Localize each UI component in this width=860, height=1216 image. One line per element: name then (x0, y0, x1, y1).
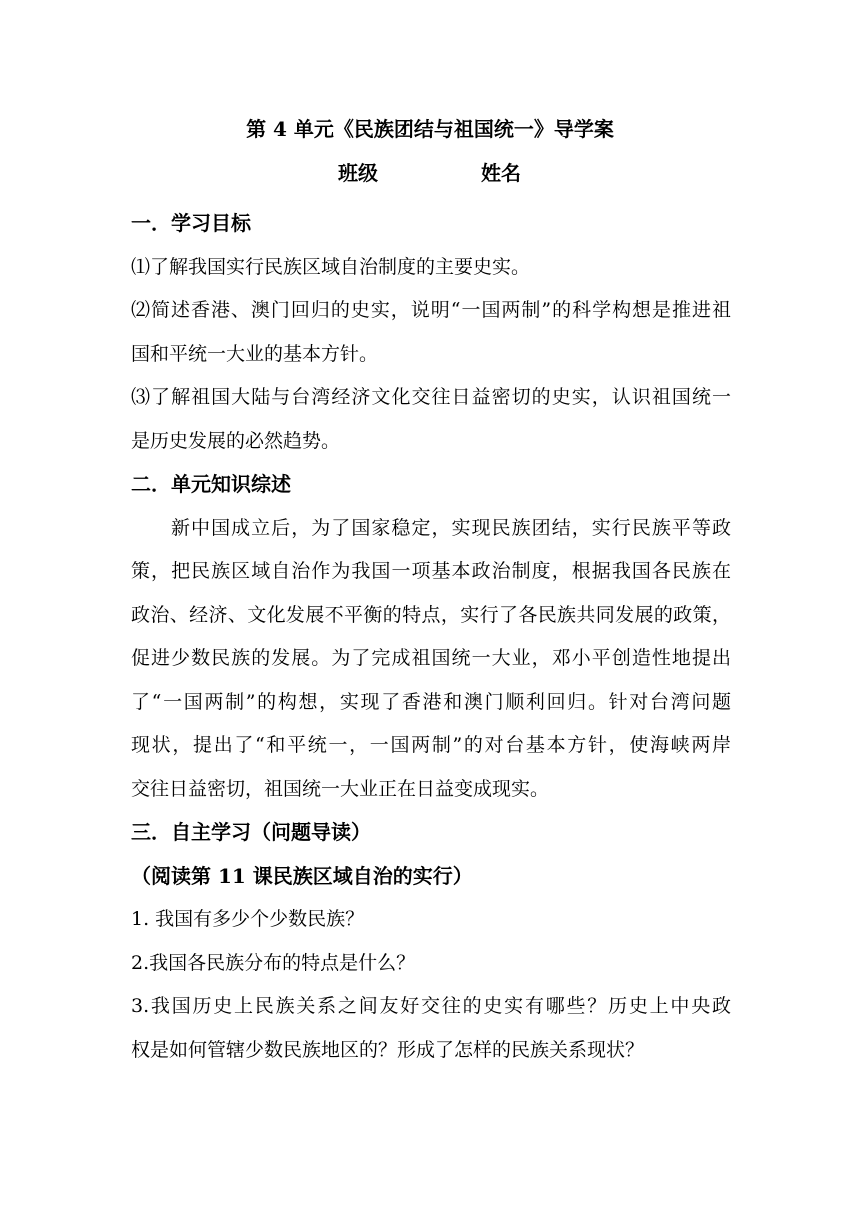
summary-line: 现状，提出了“和平统一，一国两制”的对台基本方针，使海峡两岸 (131, 734, 731, 756)
summary-line: 了“一国两制”的构想，实现了香港和澳门顺利回归。针对台湾问题 (131, 690, 731, 713)
summary-line: 策，把民族区域自治作为我国一项基本政治制度，根据我国各民族在 (131, 560, 731, 582)
objective-item-2-line-1: ⑵简述香港、澳门回归的史实，说明“一国两制”的科学构想是推进祖 (131, 299, 731, 321)
section-heading-summary: 二．单元知识综述 (131, 472, 291, 496)
class-name-row (338, 158, 521, 188)
class-label: 班级 (338, 161, 378, 185)
objective-item-1: ⑴了解我国实行民族区域自治制度的主要史实。 (131, 255, 531, 278)
question-3-line-1: 3.我国历史上民族关系之间友好交往的史实有哪些？历史上中央政 (131, 995, 731, 1017)
question-1: 1. 我国有多少个少数民族？ (131, 908, 365, 930)
self-study-subheading: （阅读第 11 课民族区域自治的实行） (131, 863, 473, 888)
section-heading-self-study: 三．自主学习（问题导读） (131, 820, 371, 844)
summary-line: 新中国成立后，为了国家稳定，实现民族团结，实行民族平等政 (171, 516, 731, 539)
objective-item-3-line-2: 是历史发展的必然趋势。 (131, 429, 341, 452)
name-label: 姓名 (481, 161, 521, 185)
summary-line: 促进少数民族的发展。为了完成祖国统一大业，邓小平创造性地提出 (131, 647, 731, 669)
question-2: 2.我国各民族分布的特点是什么？ (131, 951, 416, 974)
section-heading-objectives: 一．学习目标 (131, 211, 251, 235)
summary-line: 交往日益密切，祖国统一大业正在日益变成现实。 (131, 777, 550, 800)
objective-item-3-line-1: ⑶了解祖国大陆与台湾经济文化交往日益密切的史实，认识祖国统一 (131, 386, 731, 408)
document-body (131, 202, 731, 1072)
summary-line: 政治、经济、文化发展不平衡的特点，实行了各民族共同发展的政策， (131, 603, 731, 626)
document-title: 第 4 单元《民族团结与祖国统一》导学案 (246, 117, 614, 141)
question-3-line-2: 权是如何管辖少数民族地区的？形成了怎样的民族关系现状？ (131, 1038, 645, 1061)
objective-item-2-line-2: 国和平统一大业的基本方针。 (131, 342, 379, 365)
